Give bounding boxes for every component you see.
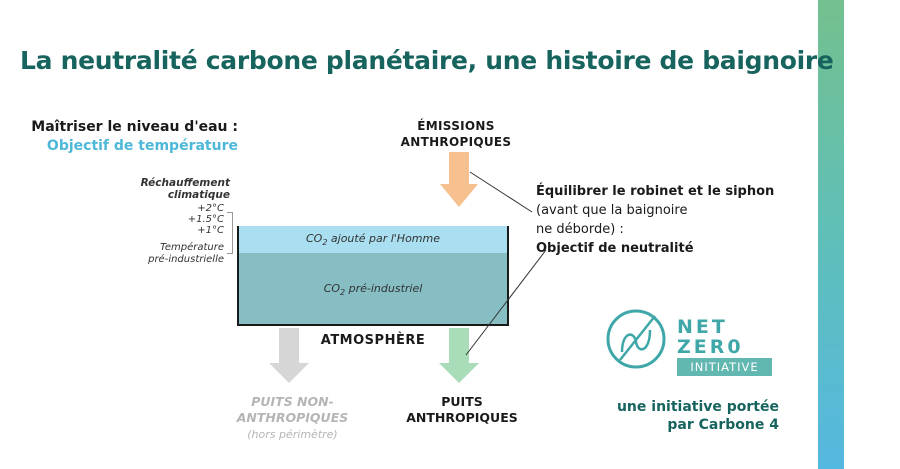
non-anthropic-line2: ANTHROPIQUES xyxy=(236,410,349,425)
emissions-arrow xyxy=(440,152,478,207)
anthropic-line1: PUITS xyxy=(441,394,483,409)
balance-line2: (avant que la baignoire xyxy=(536,203,688,218)
emissions-line1: ÉMISSIONS xyxy=(417,119,495,133)
balance-line3: ne déborde) : xyxy=(536,222,624,237)
water-level-heading-line1: Maîtriser le niveau d'eau : xyxy=(31,119,238,135)
pointer-line-to-emissions xyxy=(470,172,532,212)
logo-initiative-badge: INITIATIVE xyxy=(677,358,772,376)
co2-human-label: $CO_2$ ajouté par l'Homme xyxy=(305,231,441,248)
carbone4-credit xyxy=(617,398,779,434)
net-zero-logo-icon xyxy=(608,311,664,367)
anthropic-sinks-label xyxy=(392,394,532,426)
tick-plus-1-5: +1.5°C xyxy=(187,214,224,225)
non-anthropic-sinks-label xyxy=(225,394,360,443)
balance-line1: Équilibrer le robinet et le siphon xyxy=(536,184,775,199)
anthropic-sink-arrow xyxy=(439,328,479,383)
atmosphere-label: ATMOSPHÈRE xyxy=(320,333,426,348)
tick-plus-2: +2°C xyxy=(197,203,224,214)
co2-preindustrial-label: $CO_2$ pré-industriel xyxy=(323,281,423,298)
anthropic-line2: ANTHROPIQUES xyxy=(406,410,518,425)
warming-label-line2: climatique xyxy=(167,189,230,201)
credit-line1: une initiative portée xyxy=(616,399,779,415)
non-anthropic-sink-arrow xyxy=(269,328,309,383)
credit-line2: par Carbone 4 xyxy=(667,417,779,433)
warming-label-line1: Réchauffement xyxy=(140,177,230,189)
preindustrial-line2: pré-industrielle xyxy=(148,254,224,265)
balance-objective-text xyxy=(536,182,774,258)
neutrality-objective-label: Objectif de neutralité xyxy=(536,241,694,256)
non-anthropic-line1: PUITS NON- xyxy=(251,394,334,409)
emissions-line2: ANTHROPIQUES xyxy=(400,135,512,149)
logo-net-text: NET xyxy=(677,316,728,338)
non-anthropic-note: (hors périmètre) xyxy=(247,428,338,441)
preindustrial-line1: Température xyxy=(159,242,224,253)
logo-zero-text: ZER0 xyxy=(677,336,744,358)
pointer-line-to-sink xyxy=(466,250,546,355)
tick-plus-1: +1°C xyxy=(197,225,224,236)
temperature-objective-label: Objectif de température xyxy=(46,138,238,154)
page-title: La neutralité carbone planétaire, une histoire de baignoire xyxy=(20,46,834,75)
